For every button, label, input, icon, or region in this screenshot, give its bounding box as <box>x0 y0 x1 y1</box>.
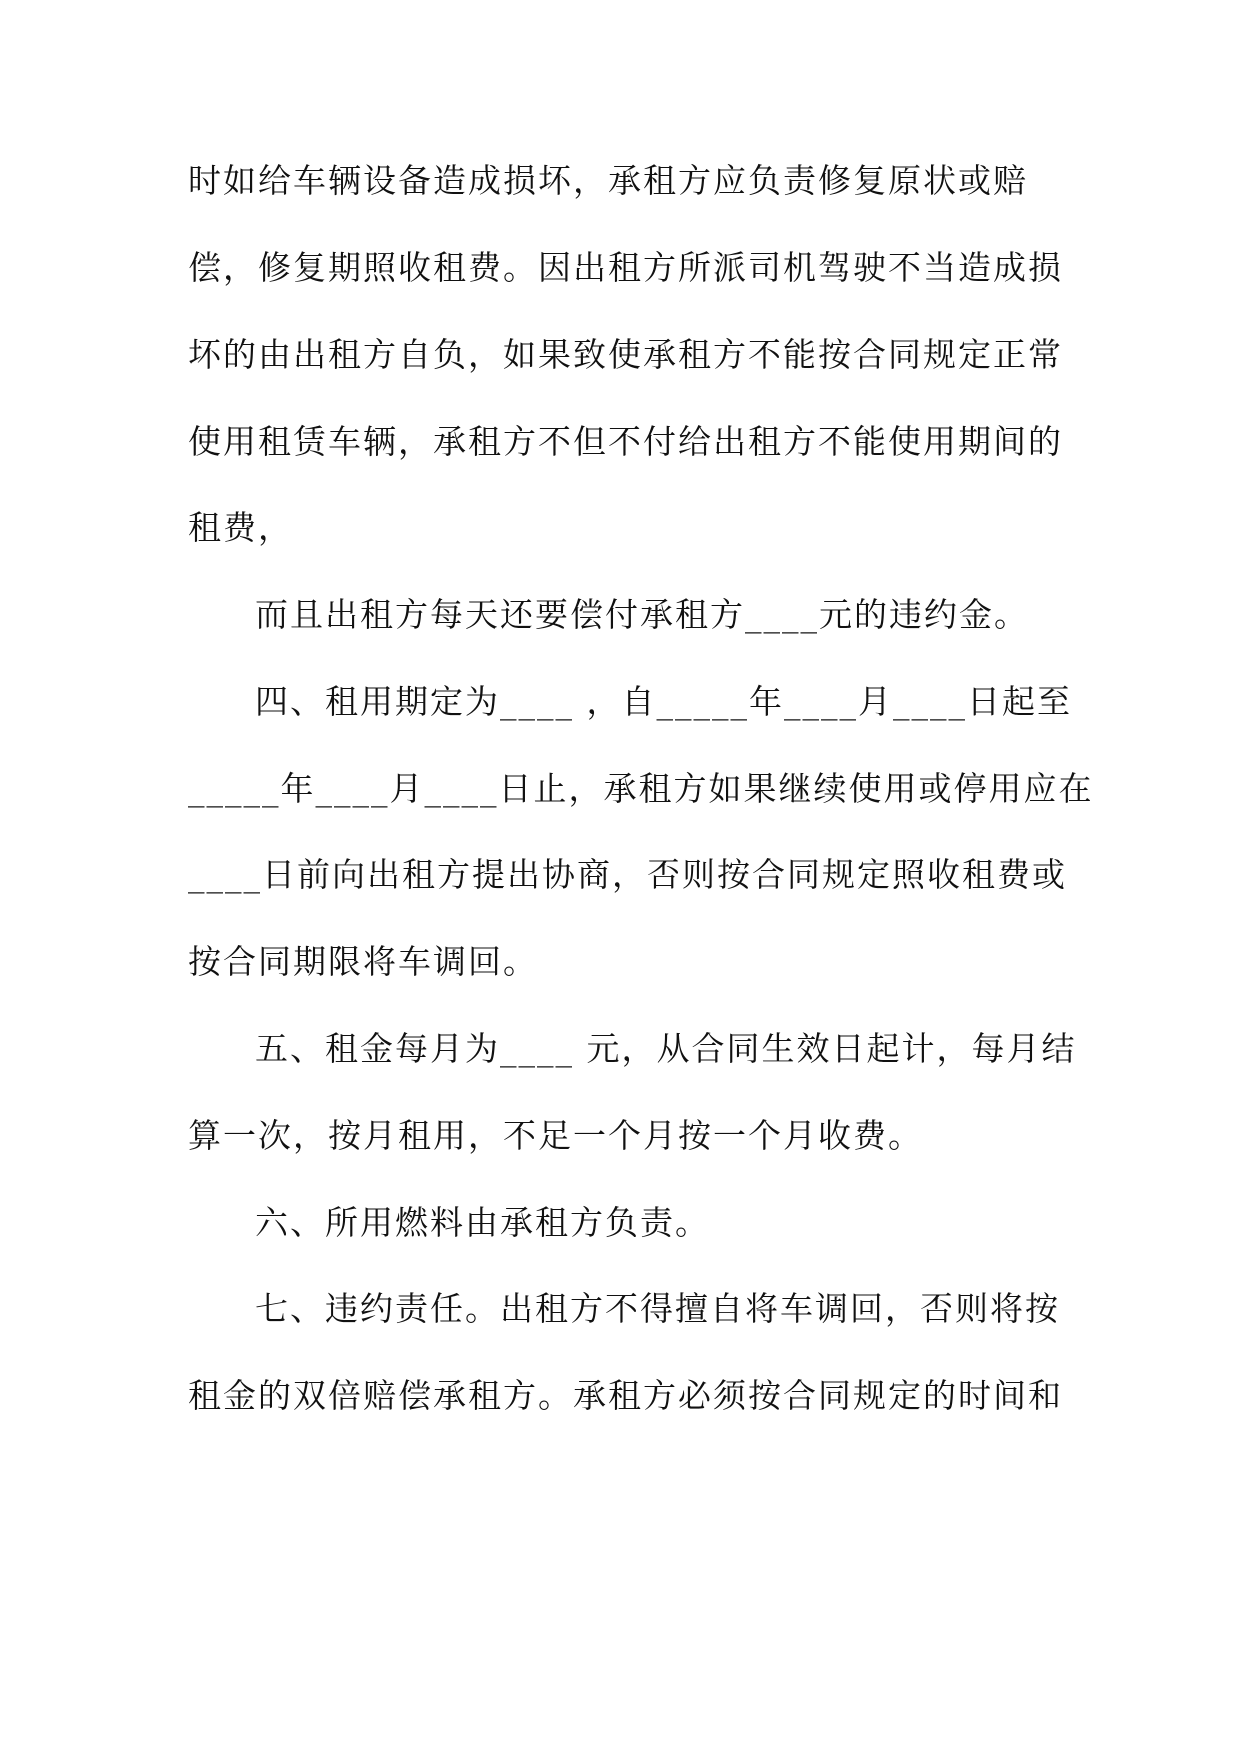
text-line: 四、租用期定为____ ，自_____年____月____日起至 <box>255 682 1072 721</box>
text-line: 按合同期限将车调回。 <box>188 942 538 981</box>
text-line: 五、租金每月为____ 元，从合同生效日起计，每月结 <box>255 1029 1077 1068</box>
text-line: 七、违约责任。出租方不得擅自将车调回，否则将按 <box>255 1289 1060 1328</box>
text-line: 使用租赁车辆，承租方不但不付给出租方不能使用期间的 <box>188 422 1063 461</box>
text-line: 六、所用燃料由承租方负责。 <box>255 1203 710 1242</box>
text-line: 坏的由出租方自负，如果致使承租方不能按合同规定正常 <box>188 335 1063 374</box>
text-line: 租费， <box>188 508 293 547</box>
text-line: ____日前向出租方提出协商，否则按合同规定照收租费或 <box>188 855 1067 894</box>
text-line: 而且出租方每天还要偿付承租方____元的违约金。 <box>255 595 1029 634</box>
text-line: 算一次，按月租用，不足一个月按一个月收费。 <box>188 1116 923 1155</box>
text-line: _____年____月____日止，承租方如果继续使用或停用应在 <box>188 769 1094 808</box>
text-line: 偿，修复期照收租费。因出租方所派司机驾驶不当造成损 <box>188 248 1063 287</box>
text-line: 时如给车辆设备造成损坏，承租方应负责修复原状或赔 <box>188 161 1028 200</box>
text-line: 租金的双倍赔偿承租方。承租方必须按合同规定的时间和 <box>188 1376 1063 1415</box>
